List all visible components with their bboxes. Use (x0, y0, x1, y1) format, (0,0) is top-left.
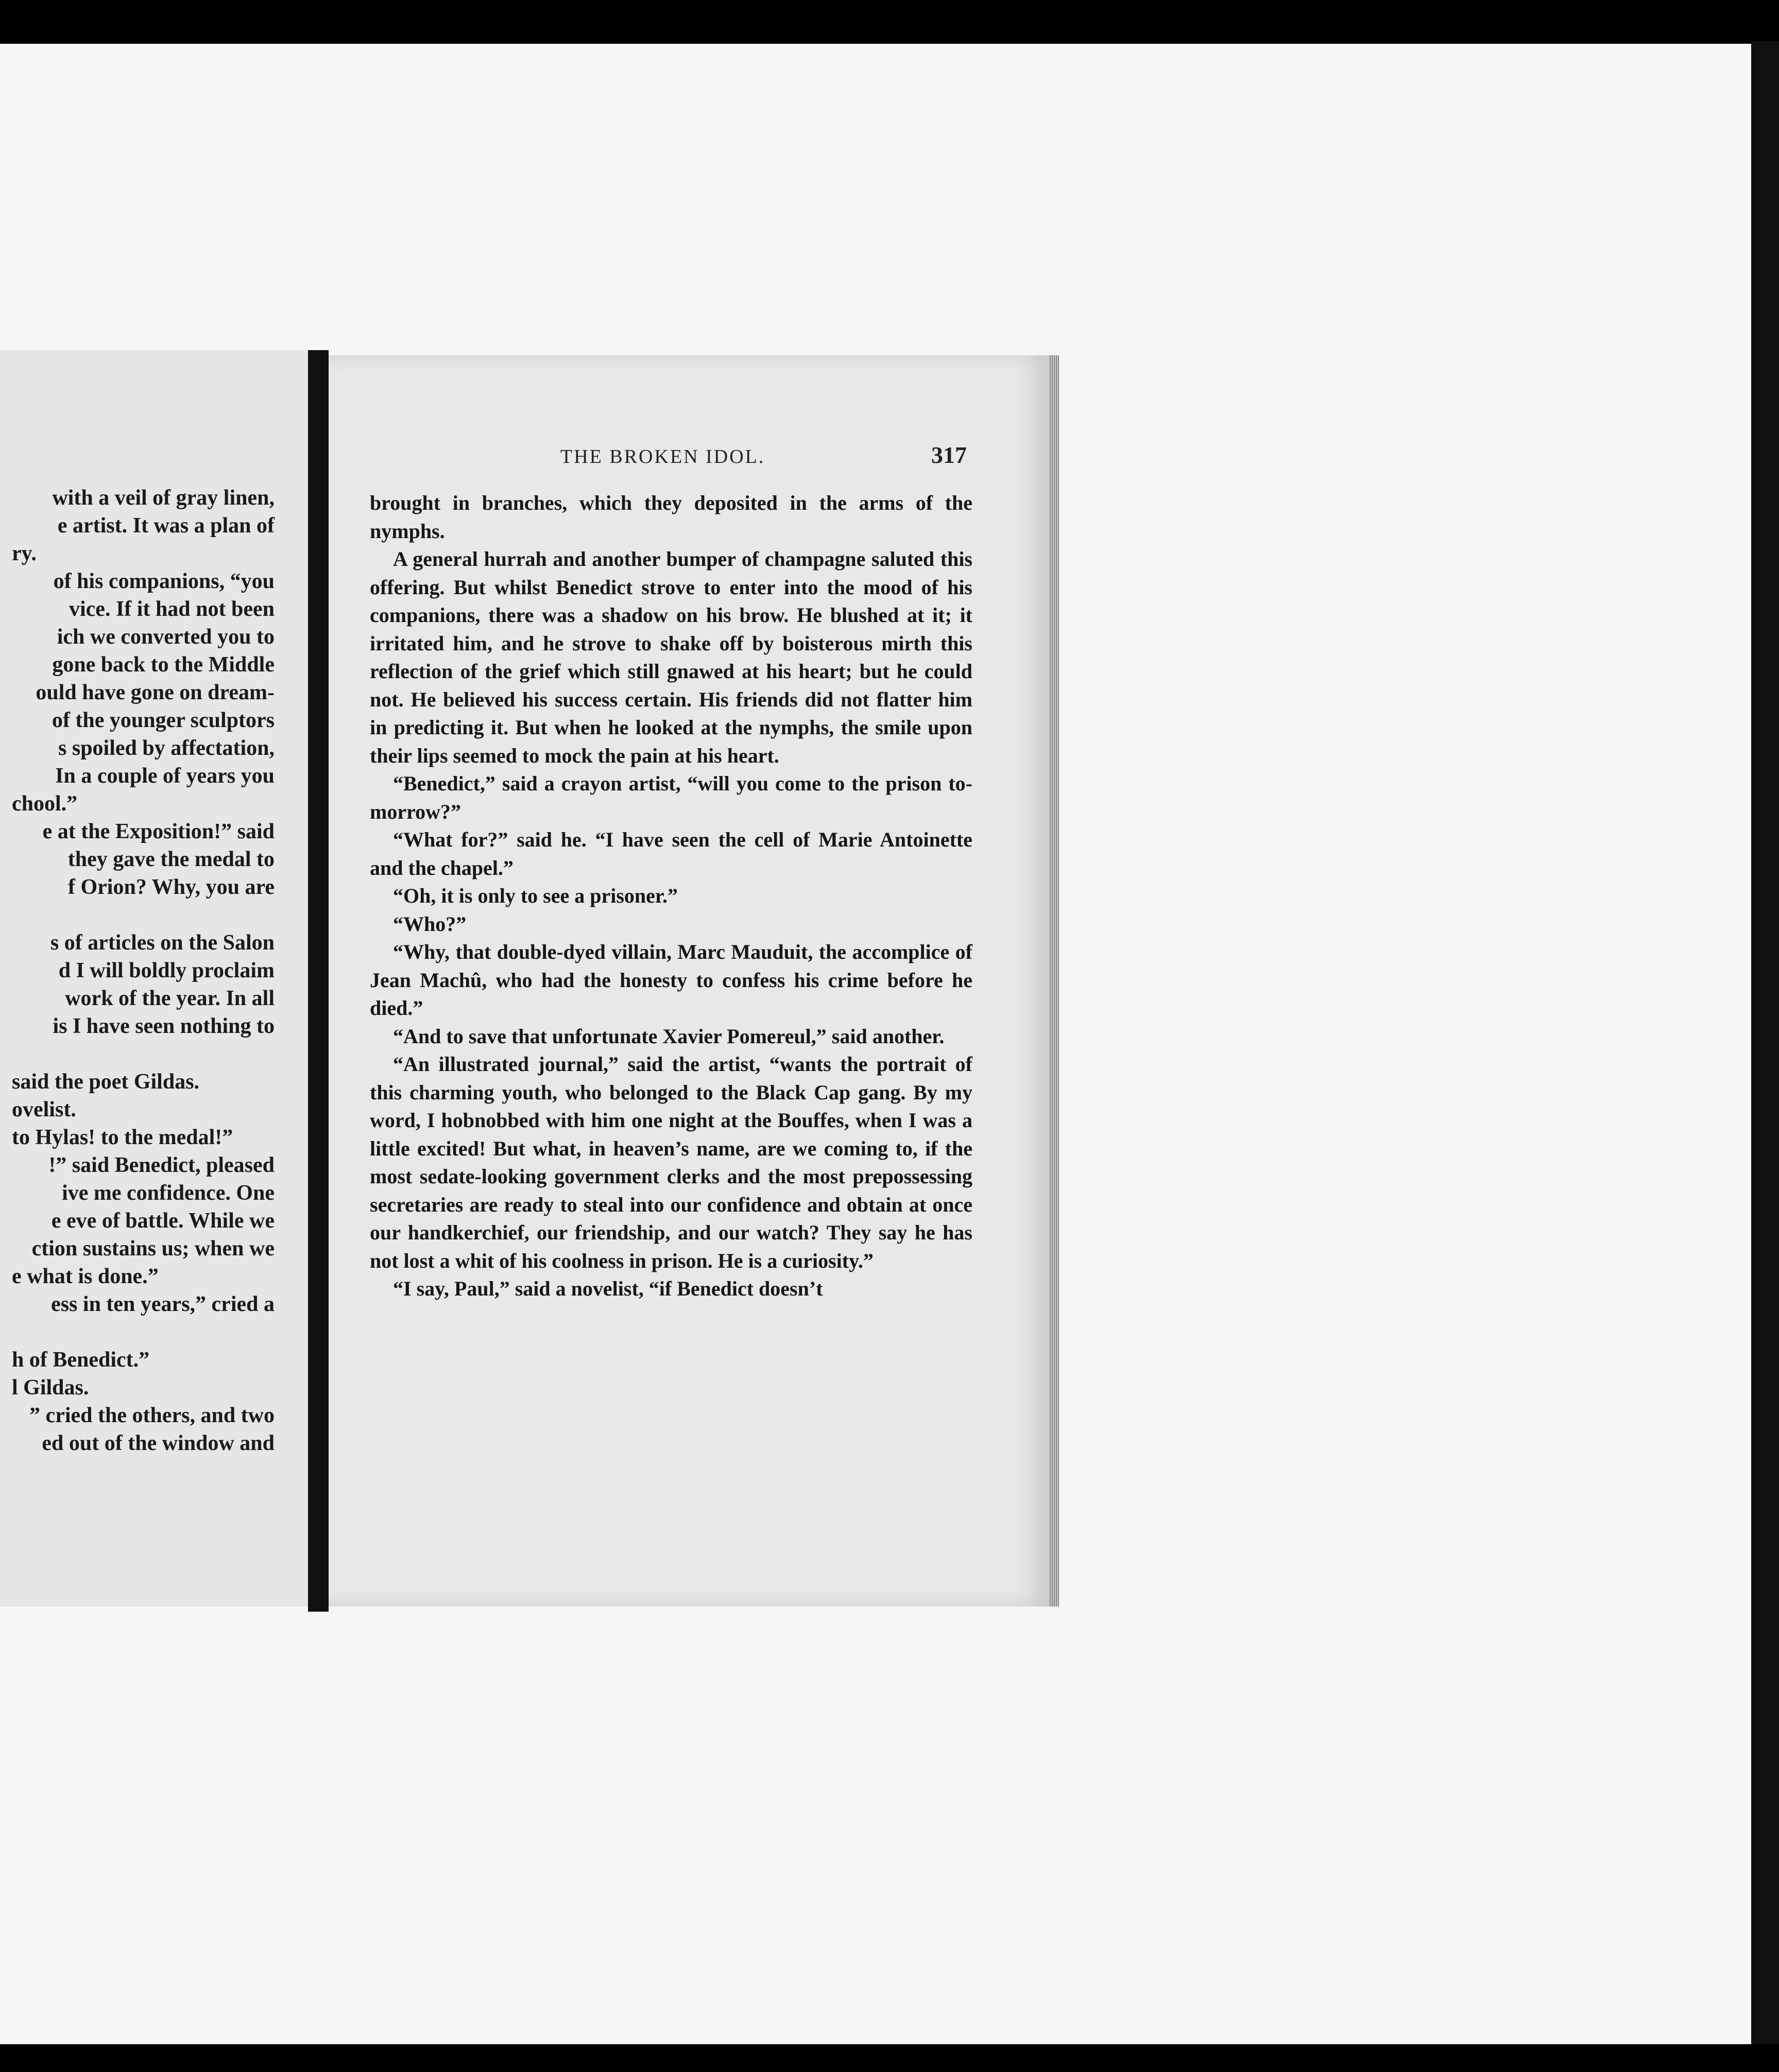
left-line (0, 1318, 275, 1346)
left-line (0, 1040, 275, 1068)
left-line: f Orion? Why, you are (68, 875, 275, 899)
left-line: work of the year. In all (65, 987, 275, 1010)
paragraph: “Who?” (393, 912, 467, 936)
left-line: e artist. It was a plan of (57, 514, 275, 538)
scanner-top-band (0, 0, 1779, 41)
left-line: with a veil of gray linen, (52, 486, 275, 510)
paragraph: “An illustrated journal,” said the artist, “wants the portrait of this charming youth, who belonged to the Black Cap gang. By my word, I hobnobbed with him one night at the Bouffes, when I was a little excited! But what, in heaven’s name, are we coming to, if the most sedate-looking government clerks and the most prepossessing secretaries are ready to steal into our confidence and obtain at once our handkerchief, our friendship, and our watch? They say he has not lost a whit of his coolness in prison. He is a curiosity.” (370, 1052, 972, 1272)
left-line: of the younger sculptors (52, 709, 275, 732)
running-title: THE BROKEN IDOL. (560, 446, 765, 468)
paragraph: “What for?” said he. “I have seen the cell of Marie Antoinette and the chapel.” (370, 828, 972, 879)
left-line: e eve of battle. While we (51, 1209, 275, 1233)
left-line: h of Benedict.” (12, 1348, 150, 1372)
right-page (329, 355, 1050, 1607)
scanner-right-edge (1751, 41, 1779, 2072)
page-edge (1050, 355, 1059, 1607)
left-line: gone back to the Middle (52, 653, 275, 677)
left-line: ction sustains us; when we (31, 1237, 275, 1261)
left-line: l Gildas. (12, 1376, 89, 1400)
left-page (0, 350, 308, 1607)
left-line: they gave the medal to (67, 848, 275, 871)
page-header (329, 442, 1050, 476)
left-line: ” cried the others, and two (29, 1404, 275, 1427)
left-line: d I will boldly proclaim (58, 959, 275, 982)
scanner-bottom-band (0, 2044, 1779, 2072)
left-line: !” said Benedict, pleased (48, 1153, 275, 1177)
left-line: to Hylas! to the medal!” (12, 1126, 233, 1149)
left-line: s of articles on the Salon (50, 931, 275, 955)
left-line: ess in ten years,” cried a (51, 1292, 275, 1316)
paragraph: “Oh, it is only to see a prisoner.” (393, 884, 678, 907)
page-number: 317 (931, 442, 967, 468)
left-line: said the poet Gildas. (12, 1070, 200, 1094)
left-line: e what is done.” (12, 1265, 159, 1288)
page-body (370, 489, 972, 1303)
left-line: of his companions, “you (53, 569, 275, 593)
left-line: ed out of the window and (42, 1431, 275, 1455)
left-page-text (0, 484, 275, 1457)
paragraph: “And to save that unfortunate Xavier Pomereul,” said another. (393, 1024, 945, 1048)
left-line: chool.” (12, 792, 78, 816)
left-line: ovelist. (12, 1098, 76, 1121)
left-line: ry. (12, 542, 37, 565)
left-line (0, 901, 275, 929)
left-line: s spoiled by affectation, (58, 736, 275, 760)
left-line: ould have gone on dream- (36, 681, 275, 704)
paragraph: “Why, that double-dyed villain, Marc Mauduit, the accomplice of Jean Machû, who had the honesty to confess his crime before he died.” (370, 940, 972, 1020)
left-line: ive me confidence. One (62, 1181, 275, 1205)
paragraph: A general hurrah and another bumper of champagne saluted this offering. But whilst Benedict strove to enter into the mood of his companions, there was a shadow on his brow. He blushed at it; it irritated him, and he strove to shake off by boisterous mirth this reflection of the grief which still gnawed at his heart; but he could not. He believed his success certain. His friends did not flatter him in predicting it. But when he looked at the nymphs, the smile upon their lips seemed to mock the pain at his heart. (370, 547, 972, 767)
left-line: ich we converted you to (57, 625, 275, 649)
left-line: vice. If it had not been (69, 597, 275, 621)
paragraph: “I say, Paul,” said a novelist, “if Benedict doesn’t (393, 1277, 823, 1300)
paragraph: brought in branches, which they deposited in the arms of the nymphs. (370, 491, 972, 543)
paragraph: “Benedict,” said a crayon artist, “will you come to the prison to-morrow?” (370, 772, 972, 823)
left-line: e at the Exposition!” said (42, 820, 275, 843)
book-spine (308, 350, 329, 1612)
left-line: In a couple of years you (55, 764, 275, 788)
left-line: is I have seen nothing to (53, 1014, 275, 1038)
